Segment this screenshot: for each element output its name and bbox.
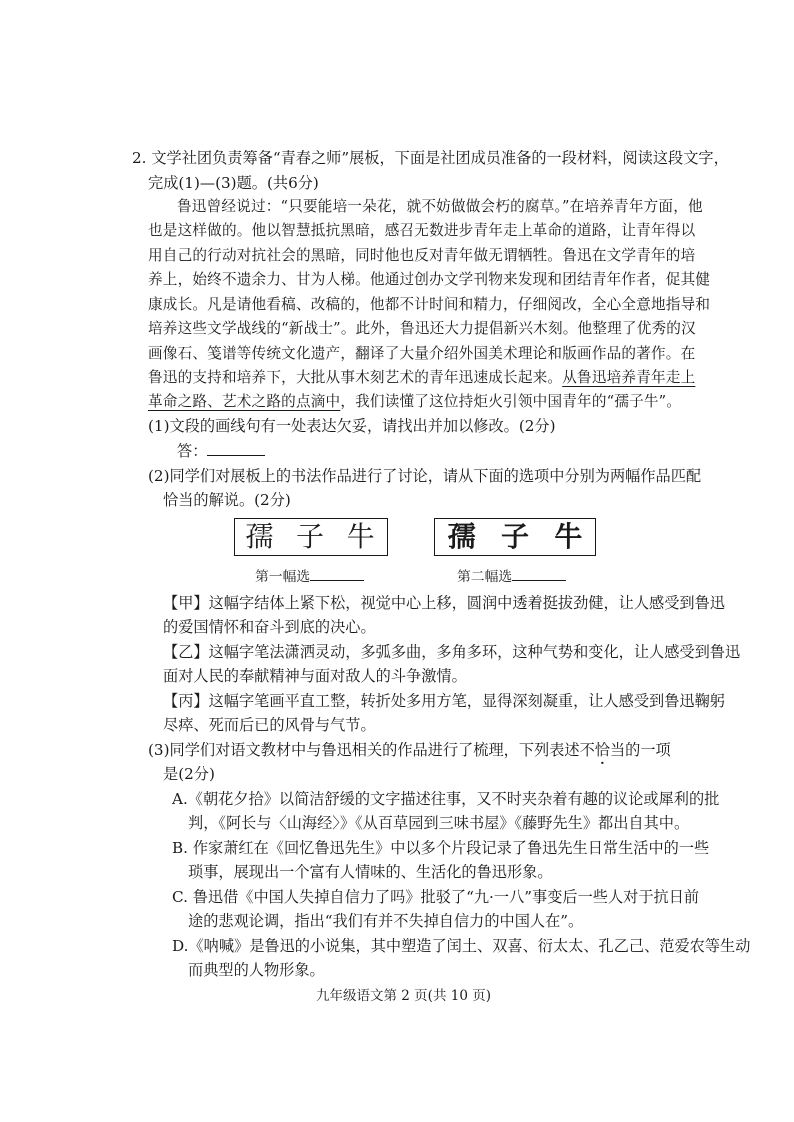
calligraphy-work-2 bbox=[434, 518, 596, 556]
choice-b-line-1[interactable]: B. 作家萧红在《回忆鲁迅先生》中以多个片段记录了鲁迅先生日常生活中的一些 bbox=[172, 839, 710, 857]
passage-line-6: 培养这些文学战线的“新战士”。此外，鲁迅还大力提倡新兴木刻。他整理了优秀的汉 bbox=[148, 320, 696, 337]
passage-line-8-text: 鲁迅的支持和培养下，大批从事木刻艺术的青年迅速成长起来。 bbox=[148, 369, 563, 386]
q2-prompt-line-2: 恰当的解说。(2分) bbox=[163, 491, 291, 509]
passage-line-9-text: ，我们读懂了这位持炬火引领中国青年的“孺子牛”。 bbox=[340, 393, 682, 410]
choice-a-line-1[interactable]: A.《朝花夕拾》以简洁舒缓的文字描述往事，又不时夹杂着有趣的议论或犀利的批 bbox=[172, 790, 720, 808]
work1-selection bbox=[255, 564, 364, 590]
choice-b-line-2: 琐事，展现出一个富有人情味的、生活化的鲁迅形象。 bbox=[188, 863, 553, 881]
passage-line-1: 鲁迅曾经说过：“只要能培一朵花，就不妨做做会朽的腐草。”在培养青年方面，他 bbox=[177, 198, 703, 215]
work2-char-3: 牛 bbox=[554, 520, 583, 553]
work1-char-1: 孺 bbox=[245, 520, 276, 553]
choice-a-line-2: 判，《阿长与〈山海经〉》《从百草园到三味书屋》《藤野先生》都出自其中。 bbox=[188, 814, 690, 832]
choice-c-line-1[interactable]: C. 鲁迅借《中国人失掉自信力了吗》批驳了“九·一八”事变后一些人对于抗日前 bbox=[172, 888, 700, 906]
option-yi-line-2: 面对人民的奉献精神与面对敌人的斗争激情。 bbox=[163, 667, 467, 685]
option-bing-line-2: 尽瘁、死而后已的风骨与气节。 bbox=[163, 716, 376, 734]
work1-char-2: 子 bbox=[295, 520, 326, 553]
option-bing-line-1: 【丙】这幅字笔画平直工整，转折处多用方笔，显得深刻凝重，让人感受到鲁迅鞠躬 bbox=[163, 692, 725, 710]
q1-prompt: (1)文段的画线句有一处表达欠妥，请找出并加以修改。(2分) bbox=[148, 417, 556, 435]
work1-label: 第一幅选 bbox=[255, 569, 311, 585]
question-stem-line-2: 完成(1)—(3)题。(共6分) bbox=[148, 174, 319, 192]
work2-label: 第二幅选 bbox=[457, 569, 513, 585]
q3-prompt-text-b: 的一项 bbox=[625, 741, 671, 759]
emphasized-not-appropriate: 不恰当 bbox=[579, 741, 626, 759]
choice-c-line-2: 途的悲观论调，指出“我们有并不失掉自信力的中国人在”。 bbox=[188, 912, 584, 930]
calligraphy-work-1 bbox=[234, 518, 388, 556]
option-yi-line-1: 【乙】这幅字笔法潇洒灵动，多弧多曲，多角多环，这种气势和变化，让人感受到鲁迅 bbox=[163, 643, 741, 661]
q1-answer-label: 答： bbox=[177, 442, 208, 460]
q2-prompt-line-1: (2)同学们对展板上的书法作品进行了讨论，请从下面的选项中分别为两幅作品匹配 bbox=[148, 467, 702, 485]
work2-selection bbox=[457, 564, 566, 590]
option-jia-line-1: 【甲】这幅字结体上紧下松，视觉中心上移，圆润中透着挺拔劲健，让人感受到鲁迅 bbox=[163, 594, 725, 612]
q3-prompt-text-a: (3)同学们对语文教材中与鲁迅相关的作品进行了梳理，下列表述 bbox=[148, 741, 580, 759]
choice-d-line-2: 而典型的人物形象。 bbox=[188, 961, 325, 979]
passage-line-8 bbox=[148, 365, 695, 391]
work2-char-1: 孺 bbox=[447, 520, 476, 553]
question-stem-line-1: 2. 文学社团负责筹备“青春之师”展板，下面是社团成员准备的一段材料，阅读这段文字， bbox=[132, 149, 729, 167]
work1-answer-blank[interactable] bbox=[310, 564, 364, 581]
work2-answer-blank[interactable] bbox=[512, 564, 566, 581]
work1-char-3: 牛 bbox=[346, 520, 377, 553]
page-footer: 九年级语文第 2 页(共 10 页) bbox=[316, 988, 491, 1004]
choice-d-line-1[interactable]: D.《呐喊》是鲁迅的小说集，其中塑造了闰土、双喜、衍太太、孔乙己、范爱农等生动 bbox=[172, 937, 751, 955]
option-jia-line-2: 的爱国情怀和奋斗到底的决心。 bbox=[163, 618, 376, 636]
q1-answer-blank[interactable] bbox=[207, 439, 265, 456]
underlined-sentence-part-2: 革命之路、艺术之路的点滴中 bbox=[148, 393, 341, 410]
q3-prompt-line-1 bbox=[148, 737, 671, 763]
underlined-sentence-part-1: 从鲁迅培养青年走上 bbox=[562, 369, 696, 386]
q1-answer-line bbox=[177, 438, 265, 464]
q3-prompt-line-2: 是(2分) bbox=[163, 765, 215, 783]
passage-line-4: 养上，始终不遗余力、甘为人梯。他通过创办文学刊物来发现和团结青年作者，促其健 bbox=[148, 271, 711, 288]
passage-line-7: 画像石、笺谱等传统文化遗产，翻译了大量介绍外国美术理论和版画作品的著作。在 bbox=[148, 345, 696, 362]
passage-line-3: 用自己的行动对抗社会的黑暗，同时他也反对青年做无谓牺牲。鲁迅在文学青年的培 bbox=[148, 247, 696, 264]
passage-line-2: 也是这样做的。他以智慧抵抗黑暗，感召无数进步青年走上革命的道路，让青年得以 bbox=[148, 222, 696, 239]
passage-line-5: 康成长。凡是请他看稿、改稿的，他都不计时间和精力，仔细阅改，全心全意地指导和 bbox=[148, 296, 711, 313]
work2-char-2: 子 bbox=[500, 520, 529, 553]
passage-line-9 bbox=[148, 389, 681, 415]
